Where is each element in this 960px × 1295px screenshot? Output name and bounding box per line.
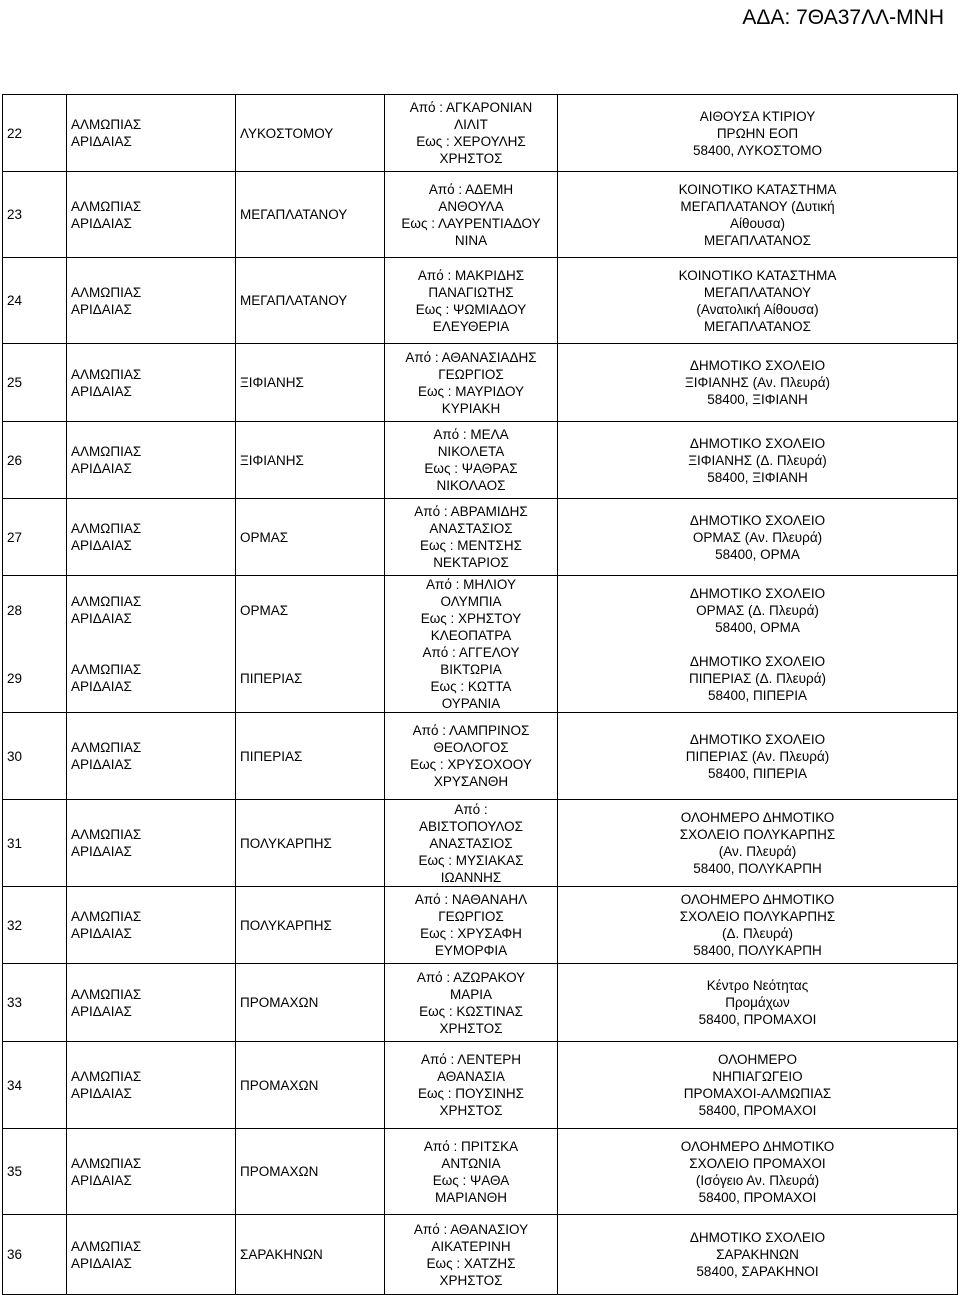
polling-place-cell [558,1042,958,1129]
table-row [3,1042,958,1129]
row-number: 33 [3,964,67,1042]
municipality-cell [67,800,236,887]
polling-place-cell-line: (Δ. Πλευρά) [722,926,793,941]
surname-range-cell-line: Από : ΜΑΚΡΙΔΗΣ [417,267,525,283]
polling-place-cell [558,713,958,800]
row-number: 35 [3,1129,67,1215]
locality-cell: ΣΑΡΑΚΗΝΩΝ [236,1215,385,1295]
surname-range-cell-line: ΓΕΩΡΓΙΟΣ [438,366,504,382]
surname-range-cell-line: ΑΝΘΟΥΛΑ [438,198,504,214]
municipality-cell-line: ΑΡΙΔΑΙΑΣ [71,301,132,317]
polling-place-cell [558,1215,958,1295]
table-row [3,800,958,887]
municipality-cell-line: ΑΛΜΩΠΙΑΣ [71,1238,142,1254]
polling-place-cell-line: ΔΗΜΟΤΙΚΟ ΣΧΟΛΕΙΟ [689,731,826,747]
polling-place-cell-line: 58400, ΞΙΦΙΑΝΗ [707,392,808,407]
surname-range-cell-line: Από : ΑΓΓΕΛΟΥ [422,645,520,660]
surname-range-cell-line: ΑΙΚΑΤΕΡΙΝΗ [431,1238,511,1254]
row-number: 31 [3,800,67,887]
surname-range-cell [385,95,558,172]
polling-place-cell [558,422,958,499]
surname-range-cell-line: Εως : ΧΡΥΣΑΦΗ [420,926,522,941]
municipality-cell [67,887,236,964]
municipality-cell-line: ΑΡΙΔΑΙΑΣ [71,1255,132,1271]
polling-place-cell-line: ΚΟΙΝΟΤΙΚΟ ΚΑΤΑΣΤΗΜΑ [678,181,837,197]
table-row [3,1129,958,1215]
surname-range-cell-line: Εως : ΧΑΤΖΗΣ [426,1255,516,1271]
row-number: 28 [3,576,67,645]
polling-place-cell-line: ΔΗΜΟΤΙΚΟ ΣΧΟΛΕΙΟ [689,512,826,528]
surname-range-cell-line: ΓΕΩΡΓΙΟΣ [438,909,504,924]
municipality-cell-line: ΑΛΜΩΠΙΑΣ [71,1069,142,1084]
municipality-cell [67,422,236,499]
surname-range-cell-line: ΝΙΝΑ [454,232,488,248]
surname-range-cell-line: Εως : ΧΡΥΣΟΧΟΟΥ [410,757,532,772]
municipality-cell [67,258,236,344]
municipality-cell-line: ΑΡΙΔΑΙΑΣ [71,1086,132,1101]
municipality-cell-line: ΑΡΙΔΑΙΑΣ [71,926,132,941]
surname-range-cell [385,172,558,258]
polling-place-cell-line: ΔΗΜΟΤΙΚΟ ΣΧΟΛΕΙΟ [689,653,826,669]
municipality-cell [67,964,236,1042]
locality-cell: ΜΕΓΑΠΛΑΤΑΝΟΥ [236,172,385,258]
surname-range-cell [385,1129,558,1215]
surname-range-cell-line: ΝΕΚΤΑΡΙΟΣ [433,555,509,570]
municipality-cell-line: ΑΡΙΔΑΙΑΣ [71,215,132,231]
municipality-cell-line: ΑΡΙΔΑΙΑΣ [71,679,132,694]
polling-place-cell [558,1129,958,1215]
locality-cell: ΞΙΦΙΑΝΗΣ [236,344,385,422]
surname-range-cell [385,576,558,645]
municipality-cell-line: ΑΛΜΩΠΙΑΣ [71,662,142,677]
polling-place-cell-line: ΜΕΓΑΠΛΑΤΑΝΟΥ (Δυτική [680,198,835,214]
municipality-cell-line: ΑΡΙΔΑΙΑΣ [71,1003,132,1019]
table-row [3,964,958,1042]
table-row [3,344,958,422]
surname-range-cell-line: Εως : ΧΕΡΟΥΛΗΣ [416,134,526,149]
surname-range-cell-line: ΙΩΑΝΝΗΣ [440,869,502,885]
polling-place-cell-line: ΚΟΙΝΟΤΙΚΟ ΚΑΤΑΣΤΗΜΑ [678,267,837,283]
polling-place-cell [558,499,958,576]
polling-place-cell-line: 58400, ΠΡΟΜΑΧΟΙ [698,1189,817,1205]
surname-range-cell [385,344,558,422]
polling-place-cell [558,800,958,887]
municipality-cell [67,172,236,258]
municipality-cell-line: ΑΛΜΩΠΙΑΣ [71,198,142,214]
surname-range-cell-line: ΧΡΗΣΤΟΣ [439,1103,503,1118]
municipality-cell [67,344,236,422]
locality-cell: ΠΟΛΥΚΑΡΠΗΣ [236,887,385,964]
municipality-cell [67,95,236,172]
municipality-cell-line: ΑΛΜΩΠΙΑΣ [71,986,142,1002]
polling-place-cell [558,344,958,422]
surname-range-cell-line: Εως : ΚΩΣΤΙΝΑΣ [419,1003,523,1019]
table-row [3,499,958,576]
polling-place-cell-line: ΣΧΟΛΕΙΟ ΠΟΛΥΚΑΡΠΗΣ [679,909,836,924]
municipality-cell [67,1042,236,1129]
surname-range-cell-line: ΧΡΗΣΤΟΣ [439,1272,503,1288]
surname-range-cell-line: Εως : ΜΕΝΤΣΗΣ [420,538,522,553]
surname-range-cell-line: ΝΙΚΟΛΕΤΑ [437,444,505,459]
polling-place-cell-line: ΠΙΠΕΡΙΑΣ (Αν. Πλευρά) [685,748,830,764]
surname-range-cell-line: ΚΛΕΟΠΑΤΡΑ [430,628,512,643]
municipality-cell-line: ΑΛΜΩΠΙΑΣ [71,740,142,755]
surname-range-cell-line: Από : ΑΘΑΝΑΣΙΟΥ [413,1221,529,1237]
polling-place-cell-line: ΟΡΜΑΣ (Αν. Πλευρά) [692,529,823,545]
polling-place-cell-line: Αίθουσα) [729,215,786,231]
municipality-cell [67,1215,236,1295]
surname-range-cell-line: Από : [454,801,488,817]
polling-place-cell-line: ΔΗΜΟΤΙΚΟ ΣΧΟΛΕΙΟ [689,585,826,601]
municipality-cell [67,713,236,800]
polling-place-cell-line: ΠΙΠΕΡΙΑΣ (Δ. Πλευρά) [688,670,826,686]
municipality-cell [67,499,236,576]
polling-place-cell-line: ΟΛΟΗΜΕΡΟ ΔΗΜΟΤΙΚΟ [680,810,835,825]
row-number: 29 [3,644,67,713]
surname-range-cell [385,499,558,576]
surname-range-cell-line: Από : ΠΡΙΤΣΚΑ [423,1138,519,1154]
polling-place-cell-line: 58400, ΟΡΜΑ [715,546,800,562]
row-number: 24 [3,258,67,344]
table-row [3,713,958,800]
municipality-cell-line: ΑΡΙΔΑΙΑΣ [71,461,132,476]
table-row [3,576,958,645]
locality-cell: ΠΡΟΜΑΧΩΝ [236,964,385,1042]
polling-place-cell-line: 58400, ΠΡΟΜΑΧΟΙ [698,1103,817,1118]
row-number: 22 [3,95,67,172]
table-row [3,95,958,172]
surname-range-cell-line: ΚΥΡΙΑΚΗ [441,400,501,416]
municipality-cell-line: ΑΡΙΔΑΙΑΣ [71,757,132,772]
table-row [3,172,958,258]
surname-range-cell [385,964,558,1042]
locality-cell: ΟΡΜΑΣ [236,499,385,576]
polling-place-cell-line: 58400, ΞΙΦΙΑΝΗ [707,469,808,485]
polling-place-cell [558,887,958,964]
polling-place-cell-line: ΞΙΦΙΑΝΗΣ (Δ. Πλευρά) [688,452,827,468]
surname-range-cell [385,258,558,344]
municipality-cell-line: ΑΡΙΔΑΙΑΣ [71,844,132,859]
polling-place-cell-line: 58400, ΠΙΠΕΡΙΑ [707,765,808,781]
surname-range-cell-line: ΧΡΗΣΤΟΣ [439,151,503,166]
locality-cell: ΠΡΟΜΑΧΩΝ [236,1042,385,1129]
polling-place-cell-line: ΟΛΟΗΜΕΡΟ ΔΗΜΟΤΙΚΟ [680,892,835,907]
surname-range-cell-line: ΜΑΡΙΑΝΘΗ [434,1189,507,1205]
municipality-cell-line: ΑΡΙΔΑΙΑΣ [71,134,132,149]
row-number: 25 [3,344,67,422]
polling-place-cell-line: ΑΙΘΟΥΣΑ ΚΤΙΡΙΟΥ [699,108,816,124]
polling-place-cell-line: ΣΧΟΛΕΙΟ ΠΟΛΥΚΑΡΠΗΣ [679,827,836,842]
surname-range-cell [385,800,558,887]
polling-place-cell [558,172,958,258]
polling-place-cell [558,964,958,1042]
locality-cell: ΛΥΚΟΣΤΟΜΟΥ [236,95,385,172]
municipality-cell-line: ΑΛΜΩΠΙΑΣ [71,284,142,300]
polling-place-cell-line: ΠΡΩΗΝ ΕΟΠ [716,125,799,141]
surname-range-cell-line: ΑΒΙΣΤΟΠΟΥΛΟΣ [418,818,523,834]
municipality-cell-line: ΑΡΙΔΑΙΑΣ [71,611,132,626]
surname-range-cell-line: ΠΑΝΑΓΙΩΤΗΣ [428,284,514,300]
surname-range-cell-line: Από : ΑΓΚΑΡΟΝΙΑΝ [409,100,533,115]
table-row [3,422,958,499]
surname-range-cell-line: ΑΝΤΩΝΙΑ [441,1155,501,1171]
table-row [3,644,958,713]
locality-cell: ΟΡΜΑΣ [236,576,385,645]
polling-place-cell-line: 58400, ΠΡΟΜΑΧΟΙ [698,1012,817,1027]
surname-range-cell-line: ΘΕΟΛΟΓΟΣ [433,740,509,755]
polling-place-cell-line: ΜΕΓΑΠΛΑΤΑΝΟΣ [703,232,812,248]
surname-range-cell-line: Από : ΑΒΡΑΜΙΔΗΣ [414,504,528,519]
surname-range-cell-line: Εως : ΚΩΤΤΑ [430,679,512,694]
row-number: 36 [3,1215,67,1295]
municipality-cell-line: ΑΛΜΩΠΙΑΣ [71,366,142,382]
polling-place-cell-line: ΟΛΟΗΜΕΡΟ ΔΗΜΟΤΙΚΟ [680,1138,835,1154]
polling-place-cell-line: ΔΗΜΟΤΙΚΟ ΣΧΟΛΕΙΟ [689,1230,826,1245]
surname-range-cell-line: ΜΑΡΙΑ [449,986,492,1002]
surname-range-cell-line: Από : ΑΔΕΜΗ [428,181,514,197]
locality-cell: ΠΡΟΜΑΧΩΝ [236,1129,385,1215]
surname-range-cell-line: Εως : ΨΑΘΡΑΣ [424,461,518,476]
municipality-cell-line: ΑΡΙΔΑΙΑΣ [71,1172,132,1188]
surname-range-cell [385,1042,558,1129]
polling-place-cell-line: 58400, ΣΑΡΑΚΗΝΟΙ [696,1264,819,1279]
municipality-cell-line: ΑΛΜΩΠΙΑΣ [71,117,142,132]
row-number: 23 [3,172,67,258]
municipality-cell-line: ΑΛΜΩΠΙΑΣ [71,1155,142,1171]
locality-cell: ΠΙΠΕΡΙΑΣ [236,713,385,800]
surname-range-cell [385,644,558,713]
polling-place-cell-line: 58400, ΠΟΛΥΚΑΡΠΗ [693,861,822,876]
surname-range-cell-line: Από : ΛΕΝΤΕΡΗ [420,1052,522,1067]
municipality-cell-line: ΑΛΜΩΠΙΑΣ [71,827,142,842]
polling-place-cell-line: ΜΕΓΑΠΛΑΤΑΝΟΥ [703,284,812,300]
surname-range-cell-line: ΑΝΑΣΤΑΣΙΟΣ [429,521,513,536]
surname-range-cell [385,713,558,800]
polling-place-cell-line: 58400, ΠΟΛΥΚΑΡΠΗ [693,943,822,958]
municipality-cell-line: ΑΛΜΩΠΙΑΣ [71,594,142,609]
polling-place-cell [558,95,958,172]
row-number: 27 [3,499,67,576]
surname-range-cell-line: Από : ΜΗΛΙΟΥ [426,577,516,592]
locality-cell: ΜΕΓΑΠΛΑΤΑΝΟΥ [236,258,385,344]
surname-range-cell-line: Από : ΝΑΘΑΝΑΗΛ [414,892,528,907]
polling-place-cell-line: ΟΡΜΑΣ (Δ. Πλευρά) [696,602,819,618]
surname-range-cell-line: Από : ΛΑΜΠΡΙΝΟΣ [412,723,530,738]
municipality-cell [67,576,236,645]
polling-place-cell-line: Κέντρο Νεότητας [706,978,809,993]
surname-range-cell-line: ΒΙΚΤΩΡΙΑ [440,662,502,677]
polling-place-cell-line: ΝΗΠΙΑΓΩΓΕΙΟ [712,1069,803,1084]
locality-cell: ΞΙΦΙΑΝΗΣ [236,422,385,499]
polling-place-cell-line: ΣΑΡΑΚΗΝΩΝ [716,1247,799,1262]
municipality-cell-line: ΑΡΙΔΑΙΑΣ [71,538,132,553]
surname-range-cell-line: Εως : ΠΟΥΣΙΝΗΣ [417,1086,525,1101]
polling-place-cell [558,644,958,713]
municipality-cell-line: ΑΛΜΩΠΙΑΣ [71,444,142,459]
polling-place-cell-line: (Αν. Πλευρά) [718,844,797,859]
locality-cell: ΠΙΠΕΡΙΑΣ [236,644,385,713]
polling-place-cell-line: ΟΛΟΗΜΕΡΟ [718,1052,797,1067]
surname-range-cell-line: Από : ΑΖΩΡΑΚΟΥ [416,969,526,985]
polling-place-cell-line: (Ισόγειο Αν. Πλευρά) [695,1172,820,1188]
municipality-cell [67,644,236,713]
table-row [3,1215,958,1295]
surname-range-cell-line: Εως : ΨΩΜΙΑΔΟΥ [415,301,527,317]
surname-range-cell [385,887,558,964]
surname-range-cell-line: ΟΛΥΜΠΙΑ [440,594,502,609]
surname-range-cell-line: ΑΘΑΝΑΣΙΑ [437,1069,505,1084]
row-number: 30 [3,713,67,800]
document-code: ΑΔΑ: 7ΘΑ37ΛΛ-ΜΝΗ [742,6,944,29]
table-row [3,887,958,964]
polling-place-cell [558,576,958,645]
surname-range-cell-line: ΝΙΚΟΛΑΟΣ [436,478,506,493]
municipality-cell-line: ΑΛΜΩΠΙΑΣ [71,909,142,924]
polling-place-cell-line: 58400, ΛΥΚΟΣΤΟΜΟ [692,142,822,158]
polling-place-cell-line: ΔΗΜΟΤΙΚΟ ΣΧΟΛΕΙΟ [689,358,826,373]
surname-range-cell-line: Εως : ΜΥΣΙΑΚΑΣ [418,852,524,868]
polling-stations-table [2,94,958,1295]
surname-range-cell [385,422,558,499]
polling-place-cell-line: Προμάχων [725,995,790,1010]
polling-place-cell-line: 58400, ΠΙΠΕΡΙΑ [707,687,808,703]
polling-place-cell-line: ΞΙΦΙΑΝΗΣ (Αν. Πλευρά) [684,375,831,390]
polling-place-cell [558,258,958,344]
surname-range-cell-line: ΧΡΥΣΑΝΘΗ [433,774,509,789]
polling-place-cell-line: ΔΗΜΟΤΙΚΟ ΣΧΟΛΕΙΟ [689,435,826,451]
surname-range-cell-line: ΛΙΛΙΤ [454,117,488,132]
municipality-cell-line: ΑΡΙΔΑΙΑΣ [71,383,132,399]
surname-range-cell-line: ΟΥΡΑΝΙΑ [441,696,501,711]
surname-range-cell-line: ΕΛΕΥΘΕΡΙΑ [432,318,510,334]
polling-place-cell-line: ΣΧΟΛΕΙΟ ΠΡΟΜΑΧΟΙ [689,1155,826,1171]
surname-range-cell-line: Εως : ΨΑΘΑ [432,1172,510,1188]
municipality-cell [67,1129,236,1215]
surname-range-cell-line: ΧΡΗΣΤΟΣ [439,1020,503,1036]
surname-range-cell-line: ΑΝΑΣΤΑΣΙΟΣ [429,835,513,851]
polling-place-cell-line: ΠΡΟΜΑΧΟΙ-ΑΛΜΩΠΙΑΣ [683,1086,832,1101]
locality-cell: ΠΟΛΥΚΑΡΠΗΣ [236,800,385,887]
surname-range-cell [385,1215,558,1295]
table-row [3,258,958,344]
surname-range-cell-line: ΕΥΜΟΡΦΙΑ [434,943,508,958]
polling-place-cell-line: ΜΕΓΑΠΛΑΤΑΝΟΣ [703,318,812,334]
municipality-cell-line: ΑΛΜΩΠΙΑΣ [71,521,142,536]
surname-range-cell-line: Εως : ΜΑΥΡΙΔΟΥ [417,383,525,399]
polling-place-cell-line: 58400, ΟΡΜΑ [715,619,800,635]
polling-place-cell-line: (Ανατολική Αίθουσα) [696,301,819,317]
surname-range-cell-line: Από : ΜΕΛΑ [433,427,509,442]
surname-range-cell-line: Εως : ΛΑΥΡΕΝΤΙΑΔΟΥ [401,215,541,231]
surname-range-cell-line: Εως : ΧΡΗΣΤΟΥ [420,611,522,626]
row-number: 26 [3,422,67,499]
table-body [3,95,958,1295]
surname-range-cell-line: Από : ΑΘΑΝΑΣΙΑΔΗΣ [405,349,537,365]
row-number: 32 [3,887,67,964]
row-number: 34 [3,1042,67,1129]
